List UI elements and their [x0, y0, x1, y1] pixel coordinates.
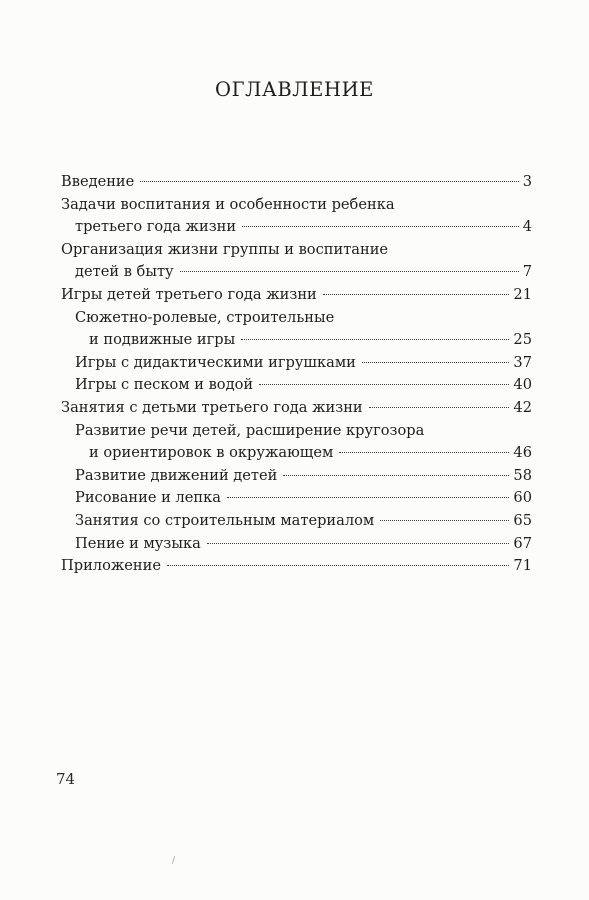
toc-entry-title: Игры с дидактическими игрушками — [75, 353, 356, 371]
toc-entry — [61, 171, 532, 194]
toc-entry — [61, 374, 532, 397]
toc-entry — [61, 307, 532, 352]
toc-entry-title: детей в быту — [75, 263, 174, 281]
toc-entry-page: 7 — [522, 263, 532, 281]
toc-entry-page: 42 — [513, 398, 532, 416]
toc-entry — [61, 465, 532, 488]
toc-entry — [61, 420, 532, 465]
toc-entry-title: Занятия с детьми третьего года жизни — [61, 398, 363, 416]
dot-leader — [227, 497, 509, 498]
page-number: 74 — [56, 770, 76, 788]
toc-entry-page: 4 — [522, 218, 532, 236]
toc-entry-page: 71 — [513, 557, 532, 575]
toc-entry-page: 25 — [513, 331, 532, 349]
toc-entry-page: 60 — [513, 489, 532, 507]
dot-leader — [207, 543, 510, 544]
toc-entry-title: Приложение — [61, 557, 162, 575]
toc-entry — [61, 533, 532, 556]
toc-entry — [61, 239, 532, 284]
toc-entry-title: Сюжетно-ролевые, строительные — [75, 308, 335, 326]
toc-entry-page: 3 — [522, 173, 532, 190]
dot-leader — [242, 226, 519, 227]
dot-leader — [180, 271, 519, 272]
stray-mark: / — [172, 856, 176, 866]
toc-entry-title: Организация жизни группы и воспитание — [61, 240, 389, 258]
toc-entry-page: 58 — [513, 466, 532, 484]
toc-entry-page: 67 — [513, 534, 532, 552]
dot-leader — [283, 475, 509, 476]
toc-entry-title: Пение и музыка — [75, 534, 201, 552]
toc-entry-title: Занятия со строительным материалом — [75, 511, 375, 529]
toc-entry-title: Игры с песком и водой — [75, 376, 254, 394]
toc-entry-title: Рисование и лепка — [75, 489, 221, 507]
toc-entry — [61, 284, 532, 307]
dot-leader — [339, 452, 509, 453]
dot-leader — [167, 565, 509, 566]
dot-leader — [369, 407, 510, 408]
toc-entry — [61, 352, 532, 375]
toc-entry-page: 21 — [513, 285, 532, 303]
toc-entry-title: Игры детей третьего года жизни — [61, 285, 317, 303]
toc-entry-page: 65 — [513, 511, 532, 529]
dot-leader — [323, 294, 510, 295]
dot-leader — [362, 362, 510, 363]
toc-entry-page: 46 — [513, 444, 532, 462]
toc-entry — [61, 487, 532, 510]
toc-entry — [61, 555, 532, 578]
dot-leader — [259, 384, 509, 385]
toc-entry-title: третьего года жизни — [75, 218, 237, 236]
toc-entry-page: 40 — [513, 376, 532, 394]
toc-entry — [61, 194, 532, 239]
dot-leader — [140, 181, 518, 182]
toc-entry-title: Развитие речи детей, расширение кругозора — [75, 421, 425, 439]
dot-leader — [380, 520, 509, 521]
toc-entry-title: и ориентировок в окружающем — [89, 444, 334, 462]
toc-entry-title: Задачи воспитания и особенности ребенка — [61, 195, 395, 213]
toc-entry-title: и подвижные игры — [89, 331, 236, 349]
toc-entry-page: 37 — [513, 353, 532, 371]
dot-leader — [241, 339, 509, 340]
toc-entry-title: Развитие движений детей — [75, 466, 278, 484]
toc-entry — [61, 510, 532, 533]
toc-entry — [61, 397, 532, 420]
table-of-contents — [61, 171, 532, 578]
toc-entry-title: Введение — [61, 173, 135, 190]
page-heading: ОГЛАВЛЕНИЕ — [214, 78, 375, 101]
